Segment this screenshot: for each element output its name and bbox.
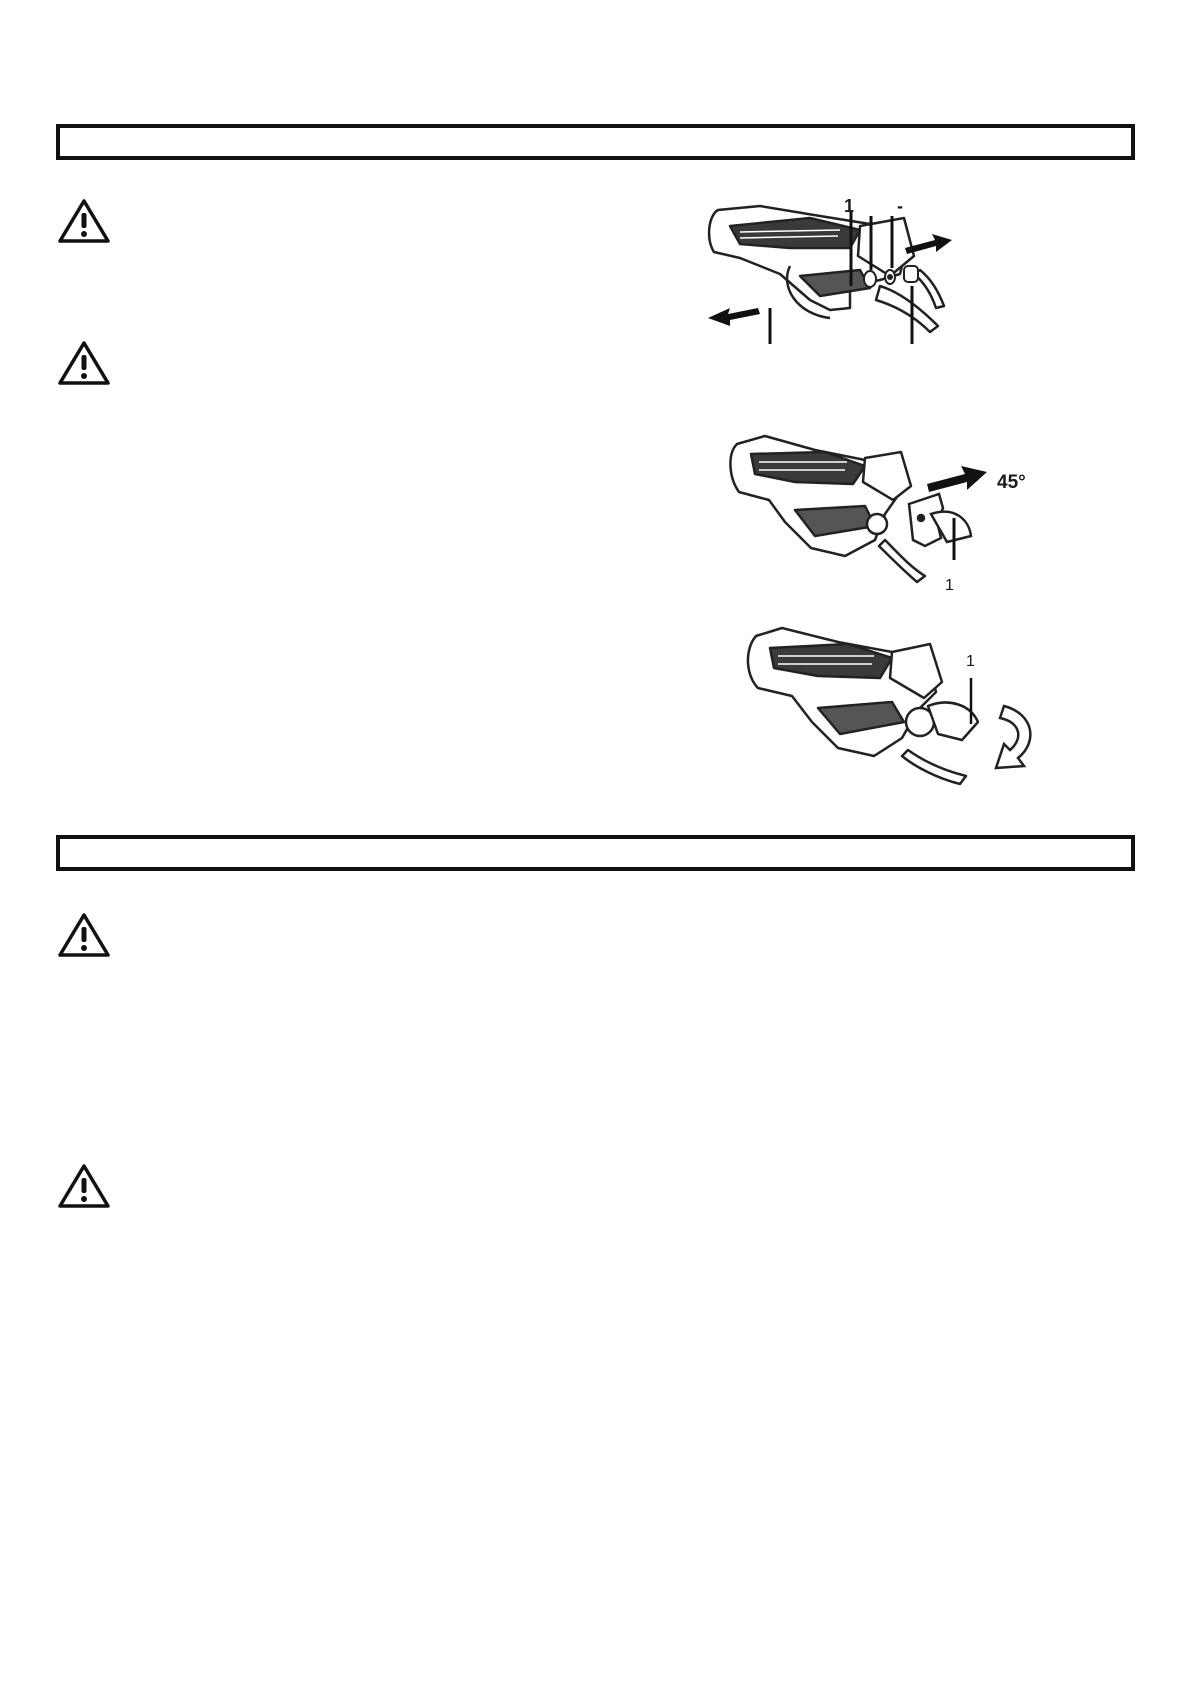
warning-triangle-icon (58, 912, 110, 958)
part-label-dash: - (897, 196, 903, 216)
pruner-disassembly-figure (700, 196, 1040, 374)
blade-45-degree-figure (725, 430, 1055, 598)
part-label-1: 1 (945, 577, 954, 594)
direction-arrow-right (927, 466, 987, 492)
warning-triangle-icon (58, 198, 110, 244)
angle-label: 45° (997, 472, 1026, 493)
rotate-arrow-icon (996, 706, 1030, 768)
section-bar-1 (56, 124, 1135, 160)
part-label-1: 1 (966, 653, 975, 670)
blade-part-drawing (909, 494, 971, 546)
direction-arrow-left (708, 308, 760, 326)
part-label-1: 1 (844, 196, 855, 216)
warning-triangle-icon (58, 1163, 110, 1209)
warning-triangle-icon (58, 340, 110, 386)
blade-rotation-figure (742, 622, 1052, 806)
section-bar-2 (56, 835, 1135, 871)
pruner-body-drawing (748, 628, 978, 784)
pruner-body-drawing (730, 436, 925, 582)
